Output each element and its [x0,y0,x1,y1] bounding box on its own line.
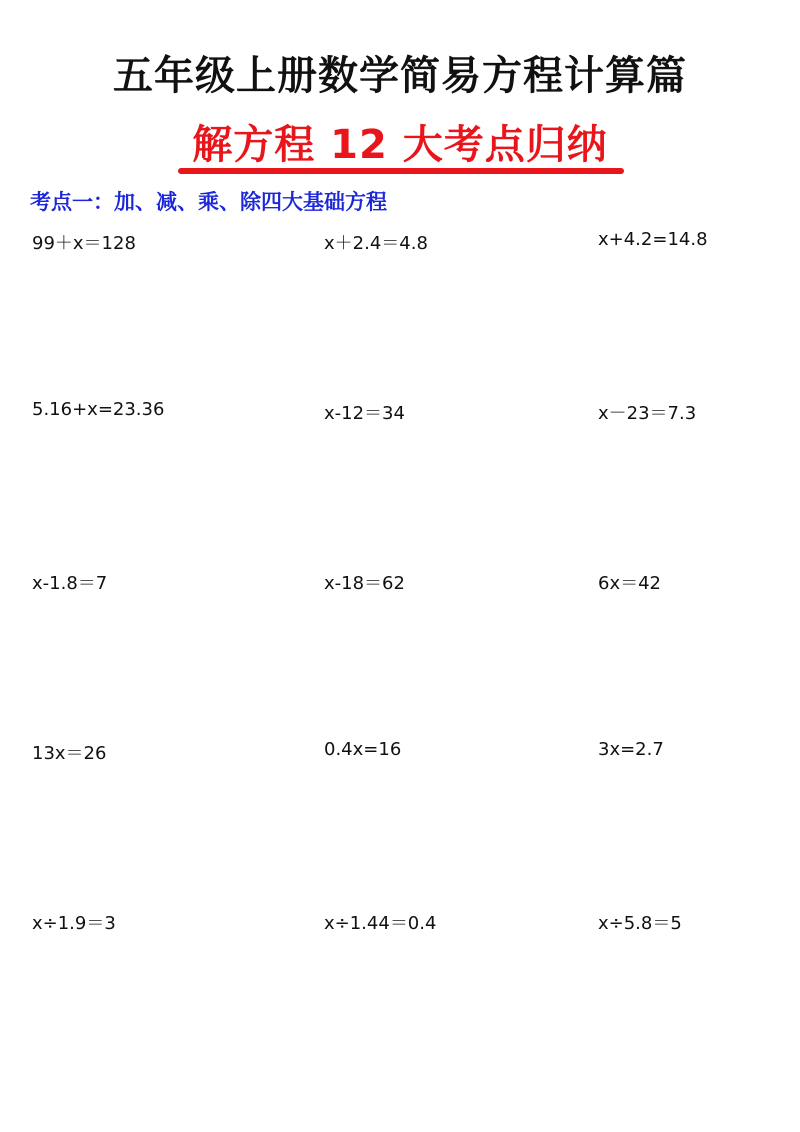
page-title: 五年级上册数学简易方程计算篇 [113,53,687,99]
equation-item: 99＋x＝128 [32,233,136,254]
equation-item: 6x＝42 [598,573,662,594]
equation-item: 3x=2.7 [598,739,664,760]
equation-item: x÷5.8＝5 [598,913,682,934]
subtitle-underline [178,168,624,174]
equation-item: x+4.2=14.8 [598,229,708,250]
equation-item: x-1.8＝7 [32,573,108,594]
equation-item: x÷1.9＝3 [32,913,116,934]
equation-item: x－23＝7.3 [598,403,697,424]
page-subtitle: 解方程 12 大考点归纳 [192,122,608,168]
equation-item: x-12＝34 [324,403,405,424]
equation-item: 5.16+x=23.36 [32,399,165,420]
equation-item: x÷1.44＝0.4 [324,913,437,934]
equation-item: 13x＝26 [32,743,107,764]
equation-item: x-18＝62 [324,573,405,594]
equation-item: x＋2.4＝4.8 [324,233,428,254]
equation-item: 0.4x=16 [324,739,402,760]
section-heading: 考点一：加、减、乘、除四大基础方程 [30,190,387,214]
